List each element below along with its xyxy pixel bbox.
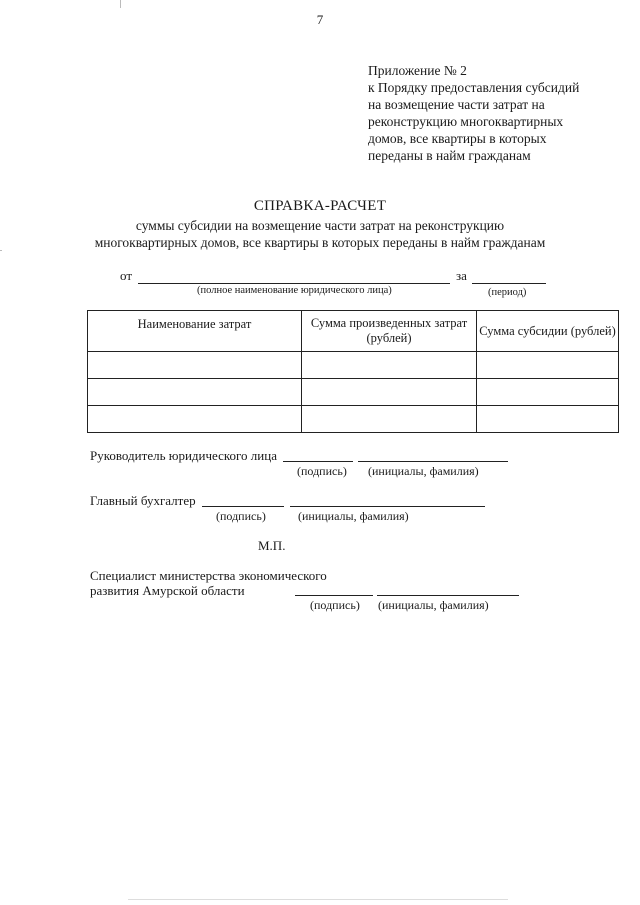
head-sign-hint: (подпись) — [297, 464, 347, 478]
table-header-row — [88, 311, 619, 352]
annex-line: переданы в найм гражданам — [368, 148, 531, 163]
subtitle-line: суммы субсидии на возмещение части затрат на реконструкцию — [135, 218, 505, 233]
costs-table — [87, 310, 619, 433]
period-hint: (период) — [488, 287, 527, 298]
scan-artifact — [120, 0, 121, 8]
accountant-signature-line[interactable] — [202, 506, 284, 507]
table-cell[interactable] — [302, 352, 477, 379]
table-cell[interactable] — [302, 406, 477, 433]
table-row — [88, 352, 619, 379]
table-cell[interactable] — [477, 406, 619, 433]
table-cell[interactable] — [88, 406, 302, 433]
accountant-sign-hint: (подпись) — [216, 509, 266, 523]
document-title: СПРАВКА-РАСЧЕТ — [253, 198, 387, 214]
table-cell[interactable] — [477, 379, 619, 406]
stamp-place: М.П. — [258, 538, 286, 553]
organization-name-line[interactable] — [138, 283, 450, 284]
specialist-sign-hint: (подпись) — [310, 598, 360, 612]
head-name-hint: (инициалы, фамилия) — [368, 464, 479, 478]
table-cell[interactable] — [88, 352, 302, 379]
for-label: за — [456, 268, 467, 283]
specialist-name-line[interactable] — [377, 595, 519, 596]
annex-line: на возмещение части затрат на — [368, 97, 545, 112]
period-line[interactable] — [472, 283, 546, 284]
document-subtitle — [0, 217, 640, 251]
head-label: Руководитель юридического лица — [90, 448, 277, 463]
specialist-label: Специалист министерства экономического — [90, 568, 327, 583]
annex-line: к Порядку предоставления субсидий — [368, 80, 580, 95]
accountant-label: Главный бухгалтер — [90, 493, 196, 508]
annex-line: домов, все квартиры в которых — [368, 131, 547, 146]
annex-reference — [368, 62, 628, 164]
table-row — [88, 379, 619, 406]
table-row — [88, 406, 619, 433]
from-label: от — [120, 268, 133, 283]
specialist-name-hint: (инициалы, фамилия) — [378, 598, 489, 612]
head-name-line[interactable] — [358, 461, 508, 462]
specialist-signature-line[interactable] — [295, 595, 373, 596]
annex-line: реконструкцию многоквартирных — [368, 114, 564, 129]
organization-hint: (полное наименование юридического лица) — [197, 285, 392, 296]
header-subsidy-amount: Сумма субсидии (рублей) — [477, 311, 619, 352]
scan-artifact — [128, 899, 508, 900]
accountant-name-line[interactable] — [290, 506, 485, 507]
subtitle-line: многоквартирных домов, все квартиры в которых переданы в найм гражданам — [94, 235, 546, 250]
header-cost-amount: Сумма произведенных затрат (рублей) — [302, 311, 477, 352]
table-cell[interactable] — [302, 379, 477, 406]
table-cell[interactable] — [477, 352, 619, 379]
header-cost-name: Наименование затрат — [88, 311, 302, 352]
table-cell[interactable] — [88, 379, 302, 406]
specialist-label: развития Амурской области — [90, 583, 245, 598]
head-signature-line[interactable] — [283, 461, 353, 462]
annex-line: Приложение № 2 — [368, 63, 467, 78]
page-number: 7 — [316, 12, 324, 27]
accountant-name-hint: (инициалы, фамилия) — [298, 509, 409, 523]
